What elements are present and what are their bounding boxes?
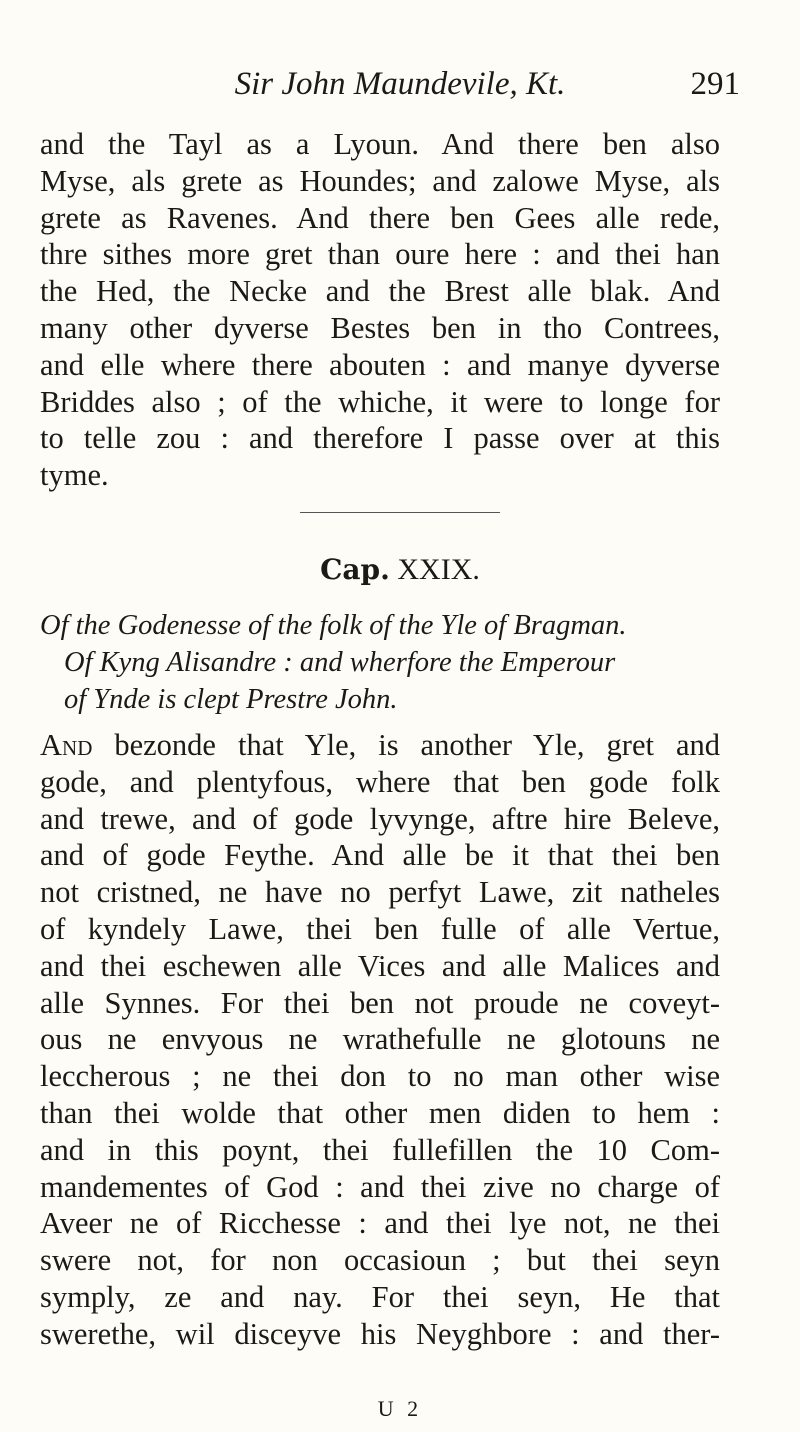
text-line: and in this poynt, thei fullefillen the 10 Com- — [40, 1132, 720, 1167]
paragraph-2 — [40, 727, 720, 1353]
text-line: ous ne envyous ne wrathefulle ne glotouns ne — [40, 1022, 720, 1057]
text-line: and the Tayl as a Lyoun. And there ben also — [40, 127, 720, 161]
text-line: and elle where there abouten : and manye dyverse — [40, 347, 720, 382]
text-line: Briddes also ; of the whiche, it were to longe for — [40, 384, 720, 419]
text-line: than thei wolde that other men diden to hem : — [40, 1095, 720, 1130]
chapter-number: XXIX. — [397, 553, 480, 586]
text-line: swere not, for non occasioun ; but thei seyn — [40, 1243, 720, 1278]
chapter-cap-label: Cap. — [320, 553, 390, 586]
text-line: Myse, als grete as Houndes; and zalowe Myse, als — [40, 163, 720, 198]
signature-mark: U 2 — [377, 1396, 423, 1421]
subtitle-line: Of Kyng Alisandre : and wherfore the Emperour — [64, 647, 616, 678]
chapter-subtitle — [40, 607, 740, 718]
subtitle-line: Of the Godenesse of the folk of the Yle of Bragman. — [40, 610, 627, 641]
text-line-first — [40, 727, 720, 764]
subtitle-line: of Ynde is clept Prestre John. — [64, 684, 398, 715]
text-line: grete as Ravenes. And there ben Gees alle rede, — [40, 200, 720, 235]
text-line: tyme. — [40, 458, 109, 493]
text-line: the Hed, the Necke and the Brest alle blak. And — [40, 274, 720, 309]
first-line-text: bezonde that Yle, is another Yle, gret and — [92, 728, 720, 762]
text-line: mandementes of God : and thei zive no charge of — [40, 1169, 720, 1204]
section-divider — [300, 512, 500, 513]
text-line: Aveer ne of Ricchesse : and thei lye not, ne thei — [40, 1206, 720, 1241]
text-line: not cristned, ne have no perfyt Lawe, zit natheles — [40, 875, 720, 910]
chapter-heading — [0, 548, 800, 592]
text-line: to telle zou : and therefore I passe over at this — [40, 421, 720, 456]
text-line: of kyndely Lawe, thei ben fulle of alle Vertue, — [40, 911, 720, 946]
text-line: and thei eschewen alle Vices and alle Malices and — [40, 948, 720, 983]
page-header — [40, 66, 760, 108]
text-line: symply, ze and nay. For thei seyn, He that — [40, 1279, 720, 1314]
text-line: thre sithes more gret than oure here : and thei han — [40, 237, 720, 272]
text-line: leccherous ; ne thei don to no man other wise — [40, 1059, 720, 1094]
text-line: many other dyverse Bestes ben in tho Contrees, — [40, 310, 720, 345]
text-line: and of gode Feythe. And alle be it that thei ben — [40, 838, 720, 873]
paragraph-1 — [40, 126, 720, 494]
page-number: 291 — [690, 66, 740, 102]
text-line: gode, and plentyfous, where that ben gode folk — [40, 764, 720, 799]
text-line: and trewe, and of gode lyvynge, aftre hire Beleve, — [40, 801, 720, 836]
text-line: alle Synnes. For thei ben not proude ne coveyt- — [40, 985, 720, 1020]
running-title: Sir John Maundevile, Kt. — [234, 66, 566, 102]
initial-word: And — [40, 728, 93, 762]
text-line: swerethe, wil disceyve his Neyghbore : and ther- — [40, 1316, 720, 1351]
